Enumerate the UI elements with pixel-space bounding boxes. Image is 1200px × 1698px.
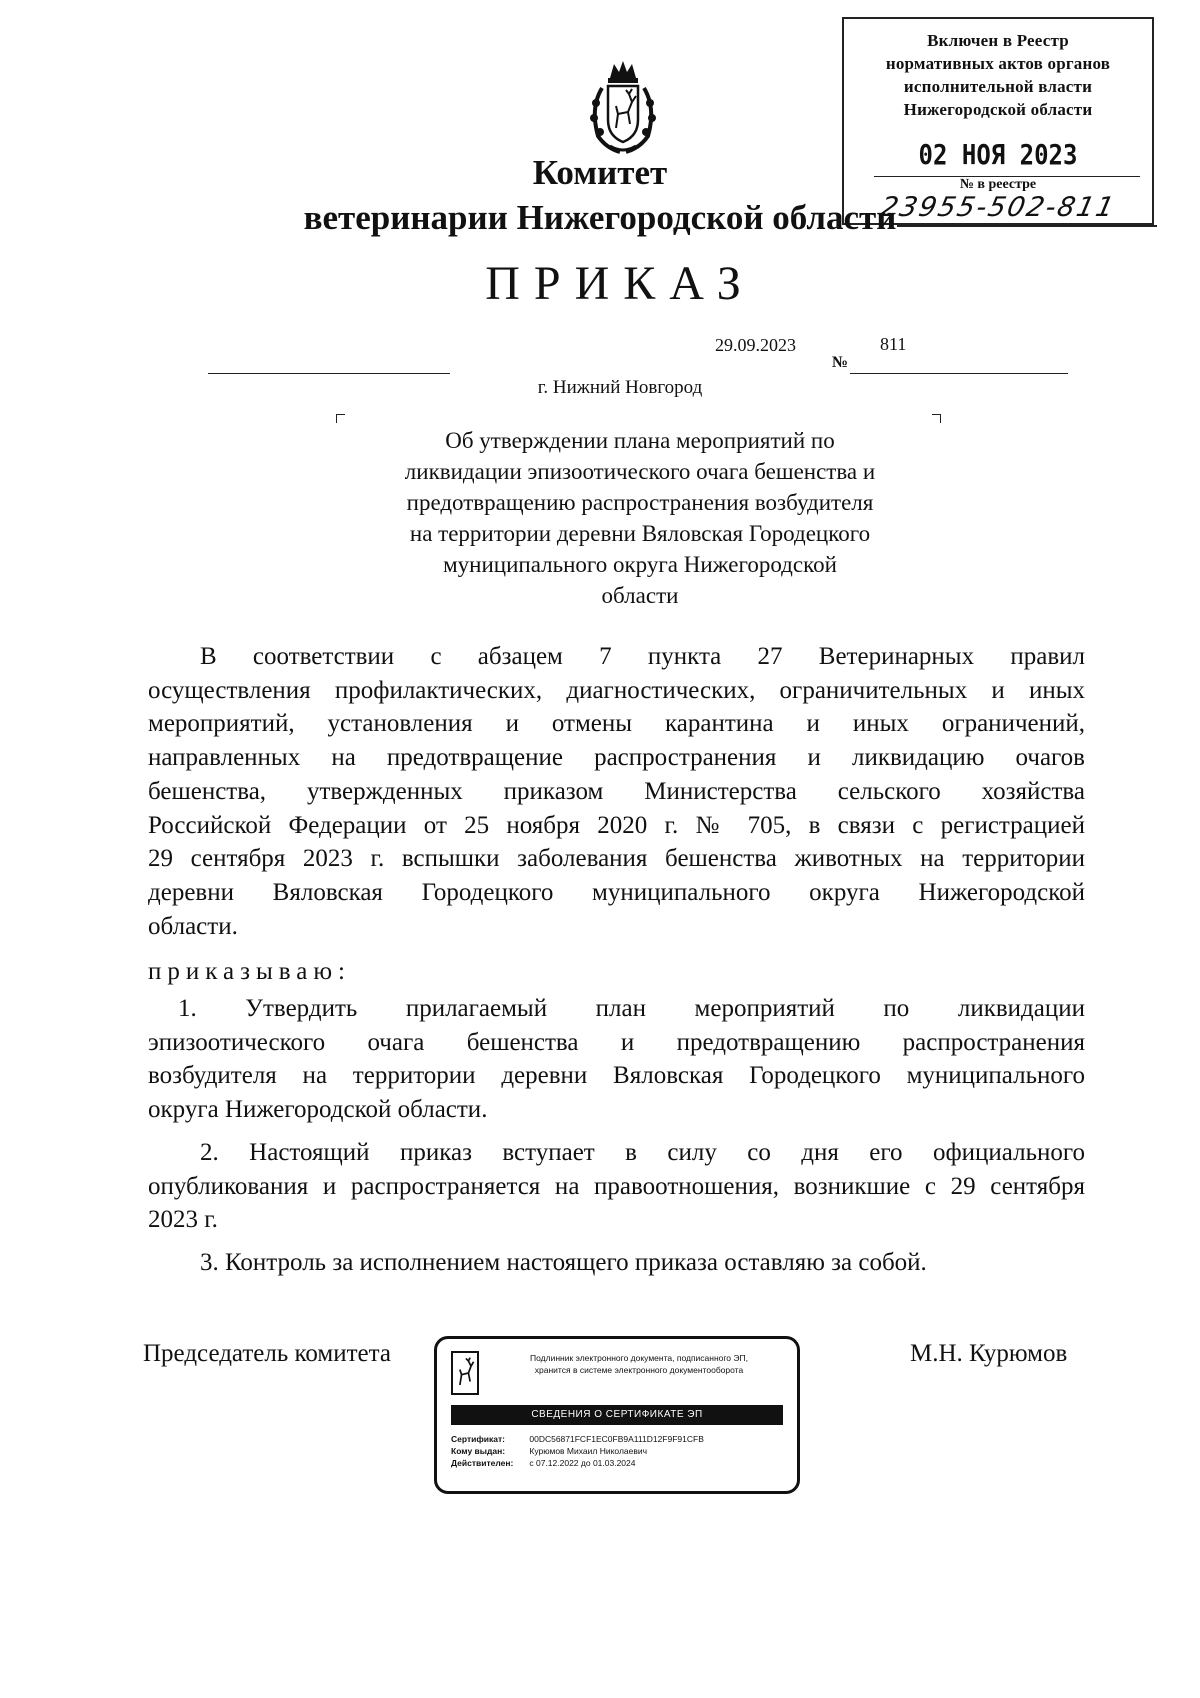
- order-title-line: муниципального округа Нижегородской: [443, 552, 837, 577]
- text-line: 1. Утвердить прилагаемый план мероприятий по ликвидации: [178, 995, 1085, 1022]
- issued-to-row: [451, 1445, 704, 1457]
- document-type-title: ПРИКАЗ: [485, 257, 755, 310]
- text-line: Российской Федерации от 25 ноября 2020 г. № 705, в связи с регистрацией: [148, 811, 1085, 839]
- title-corner-left: [336, 414, 345, 423]
- text-line: бешенства, утвержденных приказом Министерства сельского хозяйства: [148, 777, 1085, 805]
- esign-caption: [489, 1352, 789, 1376]
- order-title-line: предотвращению распространения возбудителя: [406, 490, 874, 515]
- order-title-line: ликвидации эпизоотического очага бешенства и: [404, 459, 876, 484]
- text-line: осуществления профилактических, диагностических, ограничительных и иных: [148, 676, 1085, 704]
- order-title-line: на территории деревни Вяловская Городецкого: [409, 521, 871, 546]
- text-line: опубликования и распространяется на правоотношения, возникшие с 29 сентября: [148, 1172, 1085, 1200]
- deer-emblem-icon: [451, 1351, 479, 1395]
- registry-number-label: № в реестре: [959, 177, 1037, 192]
- text-line: эпизоотического очага бешенства и предотвращению распространения: [148, 1028, 1085, 1056]
- registry-number-handwritten: 23955-502-811: [877, 192, 1119, 223]
- registry-stamp-date: 02 НОЯ 2023: [918, 138, 1078, 172]
- signer-name: М.Н. Курюмов: [910, 1340, 1068, 1367]
- text-line: 2. Настоящий приказ вступает в силу со дня его официального: [200, 1139, 1085, 1166]
- committee-name-line2: ветеринарии Нижегородской области: [303, 198, 897, 237]
- registry-stamp-line: Включен в Реестр: [927, 31, 1069, 50]
- certificate-row: [451, 1433, 704, 1445]
- signer-position: Председатель комитета: [143, 1340, 391, 1367]
- order-title-line: области: [601, 583, 679, 608]
- order-point-3: [148, 1246, 1085, 1280]
- date-blank-line: [208, 373, 450, 374]
- text-line: направленных на предотвращение распространения и ликвидацию очагов: [148, 744, 1085, 772]
- preamble-paragraph: [148, 640, 1085, 943]
- issued-to-value: Курюмов Михаил Николаевич: [529, 1446, 648, 1456]
- decree-word: приказываю:: [148, 958, 351, 985]
- electronic-signature-block: [434, 1336, 800, 1494]
- validity-value: с 07.12.2022 до 01.03.2024: [529, 1458, 636, 1468]
- city: г. Нижний Новгород: [537, 377, 703, 398]
- order-point-1: [148, 992, 1085, 1127]
- validity-label: Действителен:: [451, 1458, 514, 1468]
- text-line: 3. Контроль за исполнением настоящего приказа оставляю за собой.: [200, 1249, 927, 1276]
- issued-to-label: Кому выдан:: [451, 1446, 506, 1456]
- certificate-label: Сертификат:: [451, 1434, 505, 1444]
- committee-name-line1: Комитет: [532, 153, 668, 192]
- title-corner-right: [932, 414, 941, 423]
- order-date: 29.09.2023: [715, 335, 796, 355]
- esign-caption-line: Подлинник электронного документа, подписанного ЭП,: [530, 1353, 748, 1363]
- text-line: деревни Вяловская Городецкого муниципального округа Нижегородской: [148, 878, 1085, 906]
- order-number: 811: [880, 334, 907, 354]
- registry-stamp-text: [844, 29, 1152, 121]
- text-line: возбудителя на территории деревни Вяловская Городецкого муниципального: [148, 1062, 1085, 1090]
- registry-stamp-line: Нижегородской области: [903, 100, 1093, 119]
- number-sign: №: [832, 354, 849, 371]
- registry-stamp-line: нормативных актов органов: [885, 54, 1111, 73]
- text-line: 2023 г.: [148, 1206, 218, 1234]
- text-line: области.: [148, 912, 238, 940]
- order-title: [340, 425, 940, 611]
- text-line: мероприятий, установления и отмены карантина и иных ограничений,: [148, 710, 1085, 738]
- text-line: округа Нижегородской области.: [148, 1096, 488, 1124]
- validity-row: [451, 1457, 704, 1469]
- order-point-2: [148, 1136, 1085, 1237]
- esign-caption-line: хранится в системе электронного документооборота: [534, 1365, 744, 1375]
- certificate-value: 00DC56871FCF1EC0FB9A111D12F9F91CFB: [529, 1434, 704, 1444]
- number-blank-line: [850, 373, 1068, 374]
- order-title-line: Об утверждении плана мероприятий по: [445, 428, 835, 453]
- esign-banner: СВЕДЕНИЯ О СЕРТИФИКАТЕ ЭП: [451, 1405, 783, 1425]
- text-line: В соответствии с абзацем 7 пункта 27 Ветеринарных правил: [200, 643, 1085, 670]
- coat-of-arms-icon: [580, 58, 666, 156]
- esign-details: [451, 1433, 704, 1469]
- stamp-overlap-line: [897, 225, 1157, 227]
- text-line: 29 сентября 2023 г. вспышки заболевания бешенства животных на территории: [148, 845, 1085, 873]
- registry-stamp-line: исполнительной власти: [903, 77, 1093, 96]
